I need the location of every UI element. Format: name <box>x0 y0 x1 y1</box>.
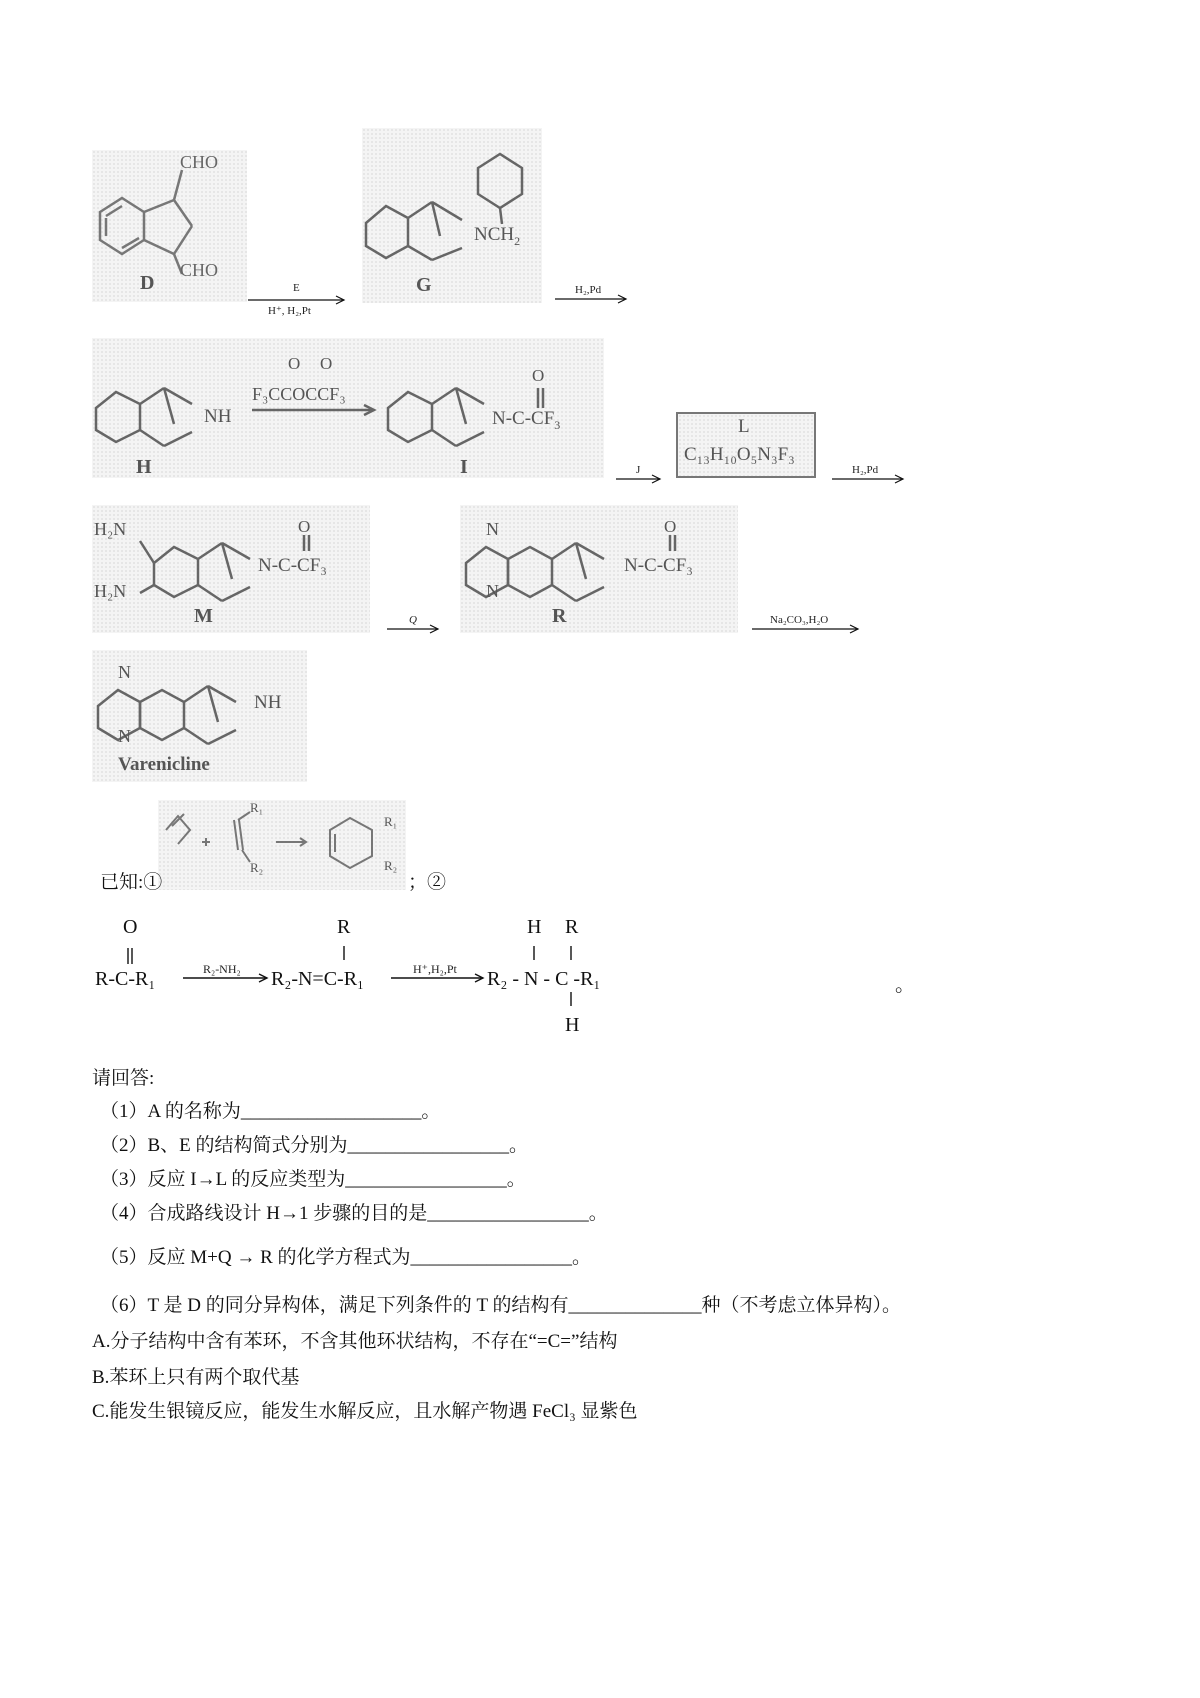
structure-M <box>92 505 370 633</box>
m-group: N-C-CF₃ <box>258 555 327 576</box>
structure-Varenicline <box>92 650 307 782</box>
question-4: （4）合成路线设计 H→1 步骤的目的是_________________。 <box>100 1203 608 1224</box>
arrow-reagent: H₂,Pd <box>852 464 879 476</box>
r-n-top: N <box>486 519 499 539</box>
questions-intro: 请回答: <box>92 1068 155 1089</box>
arrow-M-to-R <box>387 614 442 636</box>
anhydride-o1: O <box>288 354 301 373</box>
condition-B: B.苯环上只有两个取代基 <box>92 1367 300 1388</box>
r-o: O <box>664 517 677 536</box>
arrow-reagent: H₂,Pd <box>575 284 602 296</box>
label-Varenicline: Varenicline <box>118 754 210 775</box>
label-I: I <box>460 456 468 478</box>
structure-H <box>92 338 604 478</box>
arrow-reagent: E <box>293 282 300 294</box>
arrow-L-to-M <box>832 464 907 486</box>
structure-G <box>362 128 542 303</box>
known1-r2-left: R₂ <box>250 860 264 875</box>
label-D: D <box>140 272 155 294</box>
structure-M-drawing <box>92 505 370 633</box>
arrow-conditions: H⁺, H₂,Pt <box>268 305 311 317</box>
question-1: （1）A 的名称为___________________。 <box>100 1101 441 1122</box>
known-reaction-2 <box>95 912 945 1042</box>
known1-r2-right: R₂ <box>384 858 398 873</box>
m-o: O <box>298 517 311 536</box>
question-2: （2）B、E 的结构简式分别为_________________。 <box>100 1135 529 1156</box>
arrow-I-to-L <box>616 464 664 486</box>
r2-period: 。 <box>895 974 915 996</box>
structure-G-drawing <box>362 128 542 303</box>
v-n-bottom: N <box>118 726 131 746</box>
v-nh: NH <box>254 692 282 713</box>
r2-start: R-C-R₁ <box>95 968 156 990</box>
r2-arrow1-reagent: R₂-NH₂ <box>203 962 241 976</box>
known1-r1-right: R₁ <box>384 814 398 829</box>
arrow-reagent: Na₂CO₃,H₂O <box>770 614 829 626</box>
diels-alder-drawing <box>158 800 406 890</box>
r2-r-top: R <box>337 916 351 938</box>
g-n-group: $NCH_2$ <box>474 224 521 248</box>
r2-r-top2: R <box>565 916 579 938</box>
known-separator: ；② <box>408 872 447 893</box>
known-reaction-1 <box>158 800 406 890</box>
label-R: R <box>552 605 567 627</box>
r-group: N-C-CF₃ <box>624 555 693 576</box>
r2-h-top: H <box>527 916 542 938</box>
structure-D-drawing <box>92 150 247 302</box>
known-prefix: 已知:① <box>100 872 163 893</box>
label-H: H <box>136 456 152 478</box>
i-group: $N-C-CF_3$ <box>492 408 561 432</box>
anhydride-o2: O <box>320 354 333 373</box>
r2-arrow2-reagent: H⁺,H₂,Pt <box>413 962 457 976</box>
known1-r1-left: R₁ <box>250 800 264 815</box>
question-3: （3）反应 I→L 的反应类型为_________________。 <box>100 1169 526 1190</box>
r2-o: O <box>123 916 138 938</box>
arrow-G-to-H <box>555 284 630 306</box>
anhydride-formula: F₃CCOCCF₃ <box>252 384 346 404</box>
arrow-R-to-Varenicline <box>752 614 862 636</box>
question-5: （5）反应 M+Q → R 的化学方程式为_________________。 <box>100 1247 592 1268</box>
arrow-reagent: Q <box>409 614 417 626</box>
label-M: M <box>194 605 213 627</box>
r2-end: R₂ - N - C -R₁ <box>487 968 601 990</box>
question-6: （6）T 是 D 的同分异构体，满足下列条件的 T 的结构有______________种（不考虑立体异构）。 <box>100 1295 901 1316</box>
l-formula: C₁₃H₁₀O₅N₃F₃ <box>684 444 795 465</box>
cho-bottom: CHO <box>180 260 219 280</box>
arrow-D-to-G <box>248 282 348 318</box>
label-G: G <box>416 274 432 296</box>
m-nh2-top: H₂N <box>94 519 127 539</box>
r2-mid: R₂-N=C-R₁ <box>271 968 365 990</box>
structure-L <box>676 412 816 478</box>
label-L: L <box>738 416 750 437</box>
arrow-reagent: J <box>636 464 641 476</box>
structure-D <box>92 150 247 302</box>
structure-R-drawing <box>460 505 738 633</box>
condition-A: A.分子结构中含有苯环，不含其他环状结构，不存在“=C=”结构 <box>92 1331 618 1352</box>
r-n-bottom: N <box>486 581 499 601</box>
r2-h-bottom: H <box>565 1014 580 1036</box>
condition-C: C.能发生银镜反应，能发生水解反应，且水解产物遇 FeCl₃ 显紫色 <box>92 1401 638 1422</box>
m-nh2-bottom: H₂N <box>94 581 127 601</box>
structure-R <box>460 505 738 633</box>
cho-top: CHO <box>180 152 219 172</box>
v-n-top: N <box>118 662 131 682</box>
i-o: O <box>532 366 545 385</box>
h-nh: NH <box>204 406 232 427</box>
